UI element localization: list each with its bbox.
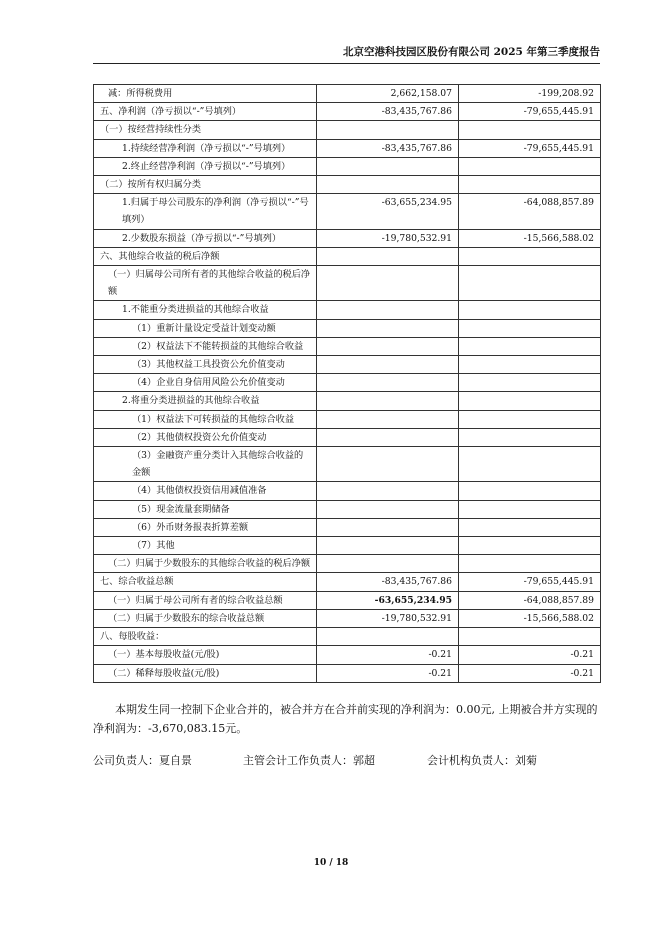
row-label: 六、其他综合收益的税后净额 <box>94 247 317 265</box>
table-row <box>94 266 601 301</box>
table-row <box>94 301 601 319</box>
current-period-value <box>317 157 459 175</box>
report-header: 北京空港科技园区股份有限公司 2025 年第三季度报告 <box>93 44 600 64</box>
row-label: （二）稀释每股收益(元/股) <box>94 664 317 682</box>
table-row <box>94 447 601 482</box>
current-period-value <box>317 537 459 555</box>
current-period-value <box>317 337 459 355</box>
current-period-value: -0.21 <box>317 646 459 664</box>
table-row <box>94 139 601 157</box>
row-label: （一）归属母公司所有者的其他综合收益的税后净额 <box>94 266 317 301</box>
row-label: 减：所得税费用 <box>94 85 317 103</box>
table-row <box>94 392 601 410</box>
row-label: （一）归属于母公司所有者的综合收益总额 <box>94 591 317 609</box>
prior-period-value: -64,088,857.89 <box>459 194 601 229</box>
current-period-value: 2,662,158.07 <box>317 85 459 103</box>
table-row <box>94 319 601 337</box>
current-period-value <box>317 266 459 301</box>
current-period-value: -83,435,767.86 <box>317 573 459 591</box>
table-row <box>94 194 601 229</box>
row-label: （4）企业自身信用风险公允价值变动 <box>94 374 317 392</box>
row-label: 2.少数股东损益（净亏损以“-”号填列） <box>94 229 317 247</box>
current-period-value <box>317 301 459 319</box>
row-label: （一）基本每股收益(元/股) <box>94 646 317 664</box>
current-period-value <box>317 247 459 265</box>
table-row <box>94 664 601 682</box>
current-period-value: -0.21 <box>317 664 459 682</box>
current-period-value: -19,780,532.91 <box>317 609 459 627</box>
row-label: 2.终止经营净利润（净亏损以“-”号填列） <box>94 157 317 175</box>
table-row <box>94 247 601 265</box>
table-row <box>94 229 601 247</box>
current-period-value: -63,655,234.95 <box>317 591 459 609</box>
income-statement-table <box>93 84 601 683</box>
table-row <box>94 609 601 627</box>
income-statement-body <box>94 85 601 683</box>
prior-period-value: -15,566,588.02 <box>459 609 601 627</box>
row-label: （2）其他债权投资公允价值变动 <box>94 428 317 446</box>
table-row <box>94 157 601 175</box>
row-label: （1）权益法下可转损益的其他综合收益 <box>94 410 317 428</box>
row-label: （二）归属于少数股东的其他综合收益的税后净额 <box>94 555 317 573</box>
prior-period-value <box>459 374 601 392</box>
row-label: 五、净利润（净亏损以“-”号填列） <box>94 103 317 121</box>
table-row <box>94 121 601 139</box>
current-period-value: -83,435,767.86 <box>317 103 459 121</box>
company-head-signature: 公司负责人：夏自景 <box>93 754 192 767</box>
row-label: （4）其他债权投资信用减值准备 <box>94 482 317 500</box>
table-row <box>94 103 601 121</box>
current-period-value <box>317 428 459 446</box>
prior-period-value <box>459 500 601 518</box>
current-period-value <box>317 176 459 194</box>
current-period-value: -19,780,532.91 <box>317 229 459 247</box>
prior-period-value <box>459 356 601 374</box>
current-period-value <box>317 447 459 482</box>
current-period-value <box>317 482 459 500</box>
table-row <box>94 337 601 355</box>
row-label: （5）现金流量套期储备 <box>94 500 317 518</box>
prior-period-value <box>459 337 601 355</box>
row-label: 1.归属于母公司股东的净利润（净亏损以“-”号填列） <box>94 194 317 229</box>
row-label: 八、每股收益： <box>94 628 317 646</box>
table-row <box>94 500 601 518</box>
table-row <box>94 591 601 609</box>
row-label: （一）按经营持续性分类 <box>94 121 317 139</box>
prior-period-value: -79,655,445.91 <box>459 139 601 157</box>
row-label: （二）按所有权归属分类 <box>94 176 317 194</box>
row-label: 2.将重分类进损益的其他综合收益 <box>94 392 317 410</box>
table-row <box>94 410 601 428</box>
prior-period-value <box>459 537 601 555</box>
table-row <box>94 428 601 446</box>
table-row <box>94 374 601 392</box>
prior-period-value <box>459 447 601 482</box>
row-label: 七、综合收益总额 <box>94 573 317 591</box>
page-number: 10 / 18 <box>313 858 349 868</box>
current-period-value <box>317 319 459 337</box>
current-period-value <box>317 356 459 374</box>
row-label: （1）重新计量设定受益计划变动额 <box>94 319 317 337</box>
current-period-value <box>317 392 459 410</box>
prior-period-value: -0.21 <box>459 664 601 682</box>
current-period-value <box>317 628 459 646</box>
prior-period-value: -79,655,445.91 <box>459 103 601 121</box>
prior-period-value <box>459 319 601 337</box>
prior-period-value <box>459 518 601 536</box>
prior-period-value <box>459 121 601 139</box>
prior-period-value <box>459 392 601 410</box>
current-period-value: -63,655,234.95 <box>317 194 459 229</box>
table-row <box>94 176 601 194</box>
row-label: （二）归属于少数股东的综合收益总额 <box>94 609 317 627</box>
accounting-org-head-signature: 会计机构负责人：刘菊 <box>427 754 537 767</box>
prior-period-value <box>459 482 601 500</box>
row-label: （2）权益法下不能转损益的其他综合收益 <box>94 337 317 355</box>
current-period-value <box>317 500 459 518</box>
prior-period-value <box>459 176 601 194</box>
prior-period-value: -79,655,445.91 <box>459 573 601 591</box>
prior-period-value <box>459 301 601 319</box>
prior-period-value <box>459 428 601 446</box>
row-label: （7）其他 <box>94 537 317 555</box>
prior-period-value <box>459 266 601 301</box>
prior-period-value <box>459 247 601 265</box>
row-label: 1.持续经营净利润（净亏损以“-”号填列） <box>94 139 317 157</box>
row-label: （3）其他权益工具投资公允价值变动 <box>94 356 317 374</box>
row-label: 1.不能重分类进损益的其他综合收益 <box>94 301 317 319</box>
current-period-value <box>317 518 459 536</box>
prior-period-value: -15,566,588.02 <box>459 229 601 247</box>
signature-line <box>93 752 613 768</box>
table-row <box>94 646 601 664</box>
table-row <box>94 356 601 374</box>
merger-note: 本期发生同一控制下企业合并的，被合并方在合并前实现的净利润为：0.00元, 上期被合并方实现的净利润为：-3,670,083.15元。 <box>93 703 598 735</box>
prior-period-value: -199,208.92 <box>459 85 601 103</box>
table-row <box>94 518 601 536</box>
current-period-value <box>317 121 459 139</box>
table-row <box>94 628 601 646</box>
prior-period-value <box>459 410 601 428</box>
row-label: （6）外币财务报表折算差额 <box>94 518 317 536</box>
prior-period-value <box>459 555 601 573</box>
current-period-value: -83,435,767.86 <box>317 139 459 157</box>
prior-period-value: -64,088,857.89 <box>459 591 601 609</box>
prior-period-value: -0.21 <box>459 646 601 664</box>
accounting-head-signature: 主管会计工作负责人：郭超 <box>243 754 375 767</box>
table-row <box>94 573 601 591</box>
table-row <box>94 555 601 573</box>
row-label: （3）金融资产重分类计入其他综合收益的金额 <box>94 447 317 482</box>
prior-period-value <box>459 157 601 175</box>
table-row <box>94 482 601 500</box>
prior-period-value <box>459 628 601 646</box>
table-row <box>94 537 601 555</box>
table-row <box>94 85 601 103</box>
current-period-value <box>317 555 459 573</box>
current-period-value <box>317 374 459 392</box>
current-period-value <box>317 410 459 428</box>
